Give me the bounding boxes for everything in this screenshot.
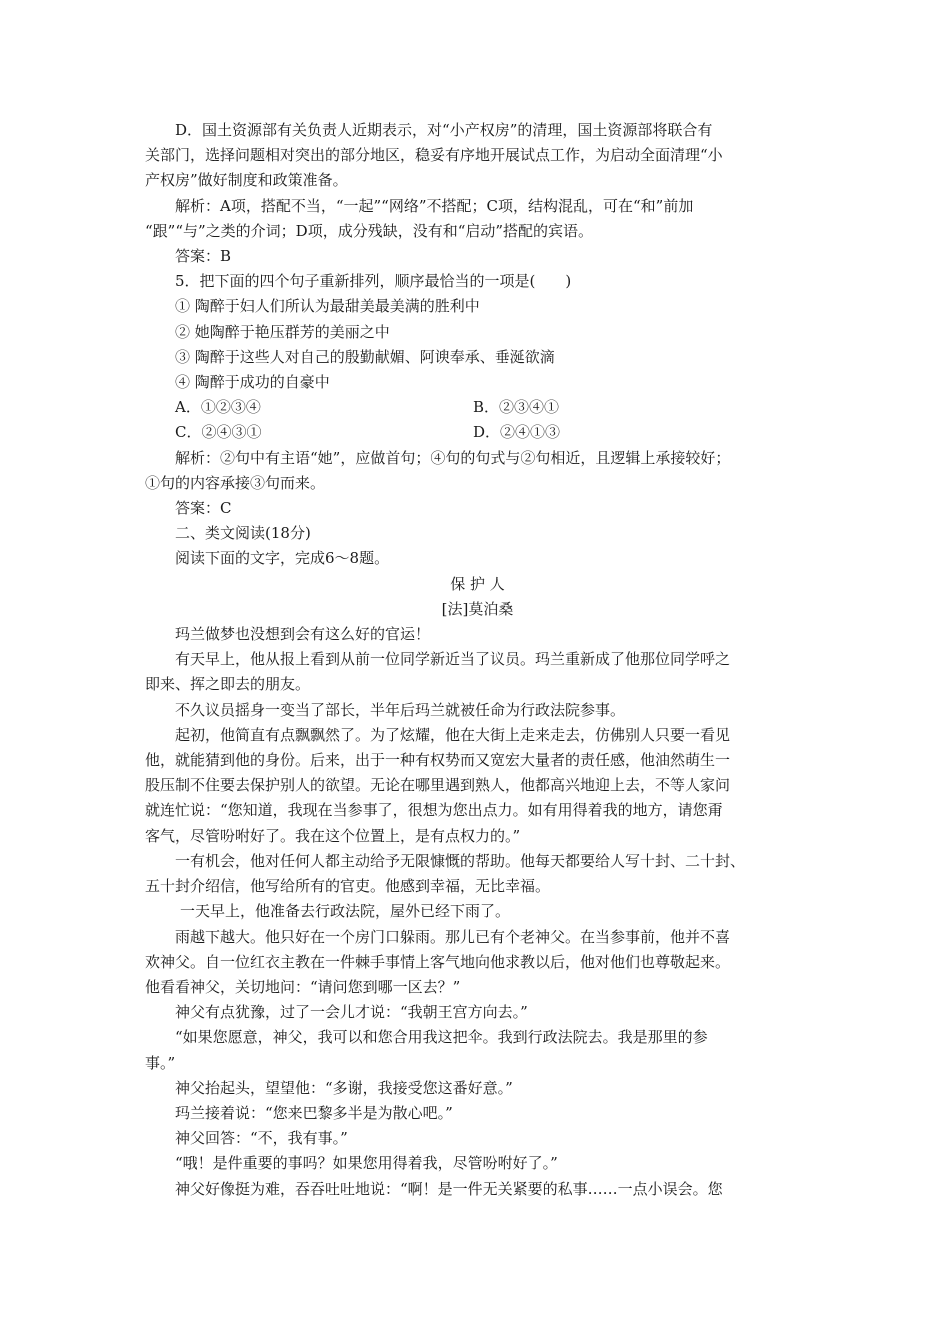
story-paragraph: 一有机会，他对任何人都主动给予无限慷慨的帮助。他每天都要给人写十封、二十封、	[175, 851, 746, 870]
q5-option-c: C．②④③①	[175, 423, 262, 442]
section-instruction: 阅读下面的文字，完成6～8题。	[175, 549, 390, 568]
story-title: 保 护 人	[450, 574, 505, 593]
q4-option-d-line-1: D．国土资源部有关负责人近期表示，对“小产权房”的清理，国土资源部将联合有	[175, 121, 713, 139]
story-paragraph: 有天早上，他从报上看到从前一位同学新近当了议员。玛兰重新成了他那位同学呼之	[175, 650, 731, 669]
q4-option-d-line-2: 关部门，选择问题相对突出的部分地区，稳妥有序地开展试点工作，为启动全面清理“小	[145, 146, 723, 165]
q5-option-b: B．②③④①	[473, 398, 560, 417]
q5-answer: 答案：C	[175, 499, 232, 518]
section-title: 二、类文阅读(18分)	[175, 524, 311, 543]
q5-option-d: D．②④①③	[473, 423, 561, 442]
story-paragraph: 玛兰做梦也没想到会有这么好的官运！	[175, 625, 431, 644]
q5-sentence-2: ② 她陶醉于艳压群芳的美丽之中	[175, 322, 390, 341]
q5-sentence-1: ① 陶醉于妇人们所认为最甜美最美满的胜利中	[175, 297, 480, 316]
story-paragraph: 客气，尽管吩咐好了。我在这个位置上，是有点权力的。”	[145, 826, 521, 845]
story-author: [法]莫泊桑	[441, 599, 514, 618]
story-paragraph: 欢神父。自一位红衣主教在一件棘手事情上客气地向他求教以后，他对他们也尊敬起来。	[145, 952, 731, 971]
story-paragraph: 不久议员摇身一变当了部长，半年后玛兰就被任命为行政法院参事。	[175, 700, 626, 719]
q5-sentence-3: ③ 陶醉于这些人对自己的殷勤献媚、阿谀奉承、垂涎欲滴	[175, 347, 555, 366]
q5-analysis-line-2: ①句的内容承接③句而来。	[145, 473, 326, 492]
document-page	[145, 118, 810, 1202]
story-paragraph: 雨越下越大。他只好在一个房门口躲雨。那儿已有个老神父。在当参事前，他并不喜	[175, 927, 731, 946]
q4-option-d-line-3: 产权房”做好制度和政策准备。	[145, 171, 348, 190]
story-paragraph: 玛兰接着说：“您来巴黎多半是为散心吧。”	[175, 1103, 453, 1122]
q5-analysis-line-1: 解析：②句中有主语“她”，应做首句；④句的句式与②句相近，且逻辑上承接较好；	[175, 448, 731, 467]
story-paragraph: 一天早上，他准备去行政法院，屋外已经下雨了。	[180, 902, 511, 921]
story-paragraph: “哦！是件重要的事吗？如果您用得着我，尽管吩咐好了。”	[175, 1154, 558, 1173]
q5-option-a: A．①②③④	[175, 398, 261, 417]
q4-analysis-line-2: “跟”“与”之类的介词；D项，成分残缺，没有和“启动”搭配的宾语。	[145, 221, 594, 240]
story-paragraph: 股压制不住要去保护别人的欲望。无论在哪里遇到熟人，他都高兴地迎上去，不等人家问	[145, 776, 731, 795]
story-paragraph: 五十封介绍信，他写给所有的官吏。他感到幸福，无比幸福。	[145, 877, 551, 896]
q5-options-row-2	[145, 420, 810, 445]
story-paragraph: 即来、挥之即去的朋友。	[145, 675, 311, 694]
story-paragraph: “如果您愿意，神父，我可以和您合用我这把伞。我到行政法院去。我是那里的参	[175, 1028, 708, 1047]
story-paragraph: 事。”	[145, 1053, 176, 1072]
q4-analysis-line-1: 解析：A项，搭配不当，“一起”“网络”不搭配；C项，结构混乱，可在“和”前加	[175, 196, 694, 215]
story-paragraph: 就连忙说：“您知道，我现在当参事了，很想为您出点力。如有用得着我的地方，请您甭	[145, 801, 723, 820]
story-paragraph: 起初，他简直有点飘飘然了。为了炫耀，他在大街上走来走去，仿佛别人只要一看见	[175, 725, 731, 744]
q5-stem: 5．把下面的四个句子重新排列，顺序最恰当的一项是( )	[175, 272, 572, 291]
story-paragraph: 神父好像挺为难，吞吞吐吐地说：“啊！是一件无关紧要的私事……一点小误会。您	[175, 1179, 723, 1198]
q4-answer: 答案：B	[175, 247, 232, 266]
q5-options-row-1	[145, 395, 810, 420]
story-paragraph: 神父抬起头，望望他：“多谢，我接受您这番好意。”	[175, 1078, 513, 1097]
story-paragraph: 神父有点犹豫，过了一会儿才说：“我朝王宫方向去。”	[175, 1003, 528, 1022]
story-paragraph: 他看看神父，关切地问：“请问您到哪一区去？”	[145, 977, 461, 996]
story-paragraph: 他，就能猜到他的身份。后来，出于一种有权势而又宽宏大量者的责任感，他油然萌生一	[145, 751, 731, 770]
q5-sentence-4: ④ 陶醉于成功的自豪中	[175, 373, 330, 392]
story-paragraph: 神父回答：“不，我有事。”	[175, 1129, 348, 1148]
